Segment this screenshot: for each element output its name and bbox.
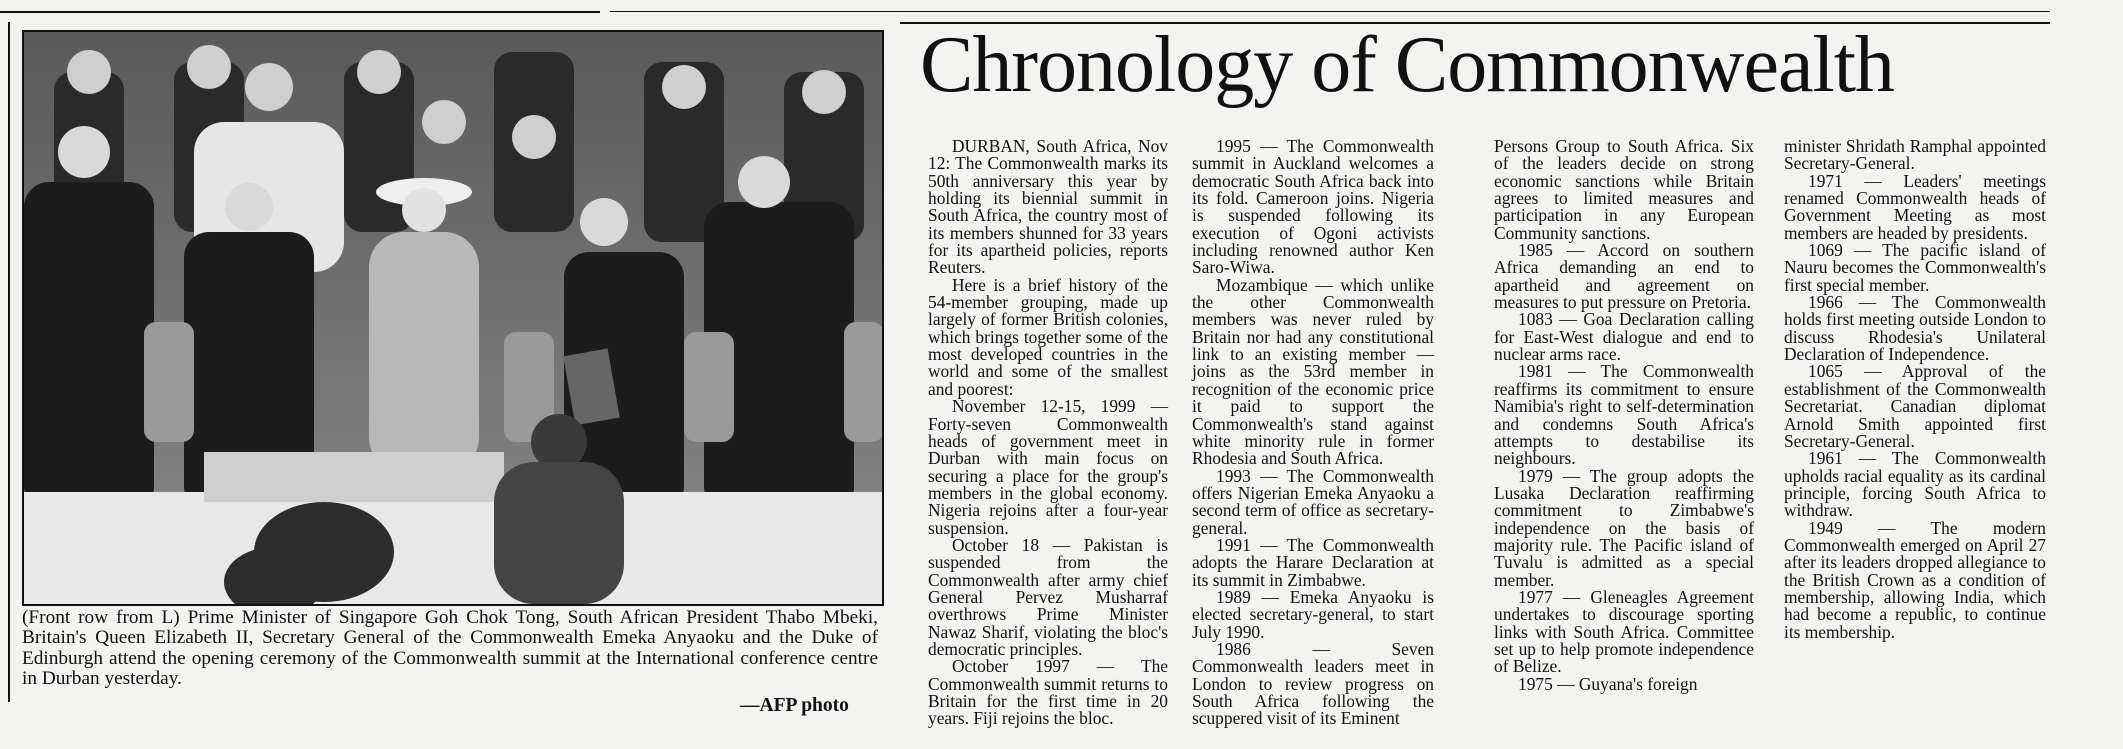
paragraph: DURBAN, South Africa, Nov 12: The Commonwealth marks its 50th anniversary this year by holding its biennial summit in South Africa, the country most of its members shunned for 33 years for its apartheid policies, reports Reuters. [928, 136, 1168, 278]
paragraph: Here is a brief history of the 54-member grouping, made up largely of former British colonies, which brings together some of the most developed countries in the world and some of the smallest and poorest: [928, 274, 1168, 399]
paragraph: 1979 — The group adopts the Lusaka Declaration reaffirming commitment to Zimbabwe's independence on the basis of majority rule. The Pacific island of Tuvalu is admitted as a special member. [1494, 465, 1754, 590]
paragraph: 1975 — Guyana's foreign [1518, 673, 1698, 694]
paragraph: 1991 — The Commonwealth adopts the Harare Declaration at its summit in Zimbabwe. [1192, 534, 1434, 590]
article-column-3 [1494, 138, 1754, 693]
paragraph: 1966 — The Commonwealth holds first meeting outside London to discuss Rhodesia's Unilateral Declaration of Independence. [1784, 292, 2046, 365]
paragraph: 1986 — Seven Commonwealth leaders meet in London to review progress on South Africa following the scuppered visit of its Eminent [1192, 638, 1434, 729]
paragraph: 1961 — The Commonwealth upholds racial equality as its cardinal principle, forcing South Africa to withdraw. [1784, 448, 2046, 521]
paragraph: October 1997 — The Commonwealth summit returns to Britain for the first time in 20 years. Fiji rejoins the bloc. [928, 656, 1168, 729]
top-rule-right [610, 11, 2050, 12]
article-column-4 [1784, 138, 2046, 641]
paragraph: November 12-15, 1999 — Forty-seven Commonwealth heads of government meet in Durban with main focus on securing a place for the group's members in the global economy. Nigeria rejoins after a four-year suspension. [928, 396, 1168, 538]
paragraph: 1989 — Emeka Anyaoku is elected secretary-general, to start July 1990. [1192, 586, 1434, 642]
summit-photo [22, 30, 884, 606]
photo-credit: —AFP photo [740, 695, 849, 716]
paragraph: 1949 — The modern Commonwealth emerged on April 27 after its leaders dropped allegiance to the British Crown as a condition of membership, allowing India, which had become a republic, to continue its membership. [1784, 517, 2046, 642]
paragraph: 1981 — The Commonwealth reaffirms its commitment to ensure Namibia's right to self-determination and condemns South Africa's attempts to destabilise its neighbours. [1494, 361, 1754, 469]
paragraph: 1065 — Approval of the establishment of the Commonwealth Secretariat. Canadian diplomat Arnold Smith appointed first Secretary-General. [1784, 361, 2046, 451]
paragraph: 1977 — Gleneagles Agreement undertakes to discourage sporting links with South Africa. Committee set up to help promote independence of Belize. [1494, 586, 1754, 677]
paragraph: 1985 — Accord on southern Africa demanding an end to apartheid and agreement on measures to put pressure on Pretoria. [1494, 240, 1754, 313]
paragraph: 1971 — Leaders' meetings renamed Commonwealth heads of Government Meeting as most members are headed by presidents. [1784, 170, 2046, 243]
paragraph: 1995 — The Commonwealth summit in Auckland welcomes a democratic South Africa back into its fold. Cameroon joins. Nigeria is suspended following its execution of Ogoni activists including renowned author Ken Saro-Wiwa. [1192, 136, 1434, 278]
paragraph: 1069 — The pacific island of Nauru becomes the Commonwealth's first special member. [1784, 240, 2046, 295]
photo-caption: (Front row from L) Prime Minister of Singapore Goh Chok Tong, South African President Thabo Mbeki, Britain's Queen Elizabeth II, Secretary General of the Commonwealth Emeka Anyaoku and the Duke of Edinburgh attend the opening ceremony of the Commonwealth summit at the International conference centre in Durban yesterday. [22, 607, 878, 689]
paragraph: minister Shridath Ramphal appointed Secretary-General. [1784, 136, 2046, 174]
paragraph: Persons Group to South Africa. Six of the leaders decide on strong economic sanctions while Britain agrees to limited measures and participation in any European Community sanctions. [1494, 136, 1754, 243]
paragraph: 1083 — Goa Declaration calling for East-West dialogue and end to nuclear arms race. [1494, 309, 1754, 365]
left-border-rule [8, 22, 10, 702]
paragraph: October 18 — Pakistan is suspended from the Commonwealth after army chief General Pervez Musharraf overthrows Prime Minister Nawaz Sharif, violating the bloc's democratic principles. [928, 534, 1168, 659]
article-column-2 [1192, 138, 1434, 728]
article-column-1 [928, 138, 1168, 728]
headline: Chronology of Commonwealth [920, 21, 1894, 109]
paragraph: 1993 — The Commonwealth offers Nigerian Emeka Anyaoku a second term of office as secretary-general. [1192, 465, 1434, 538]
top-rule [0, 11, 600, 13]
paragraph: Mozambique — which unlike the other Commonwealth members was never ruled by Britain nor had any constitutional link to an existing member — joins as the 53rd member in recognition of the economic price it paid to support the Commonwealth's stand against white minority rule in former Rhodesia and South Africa. [1192, 274, 1434, 469]
